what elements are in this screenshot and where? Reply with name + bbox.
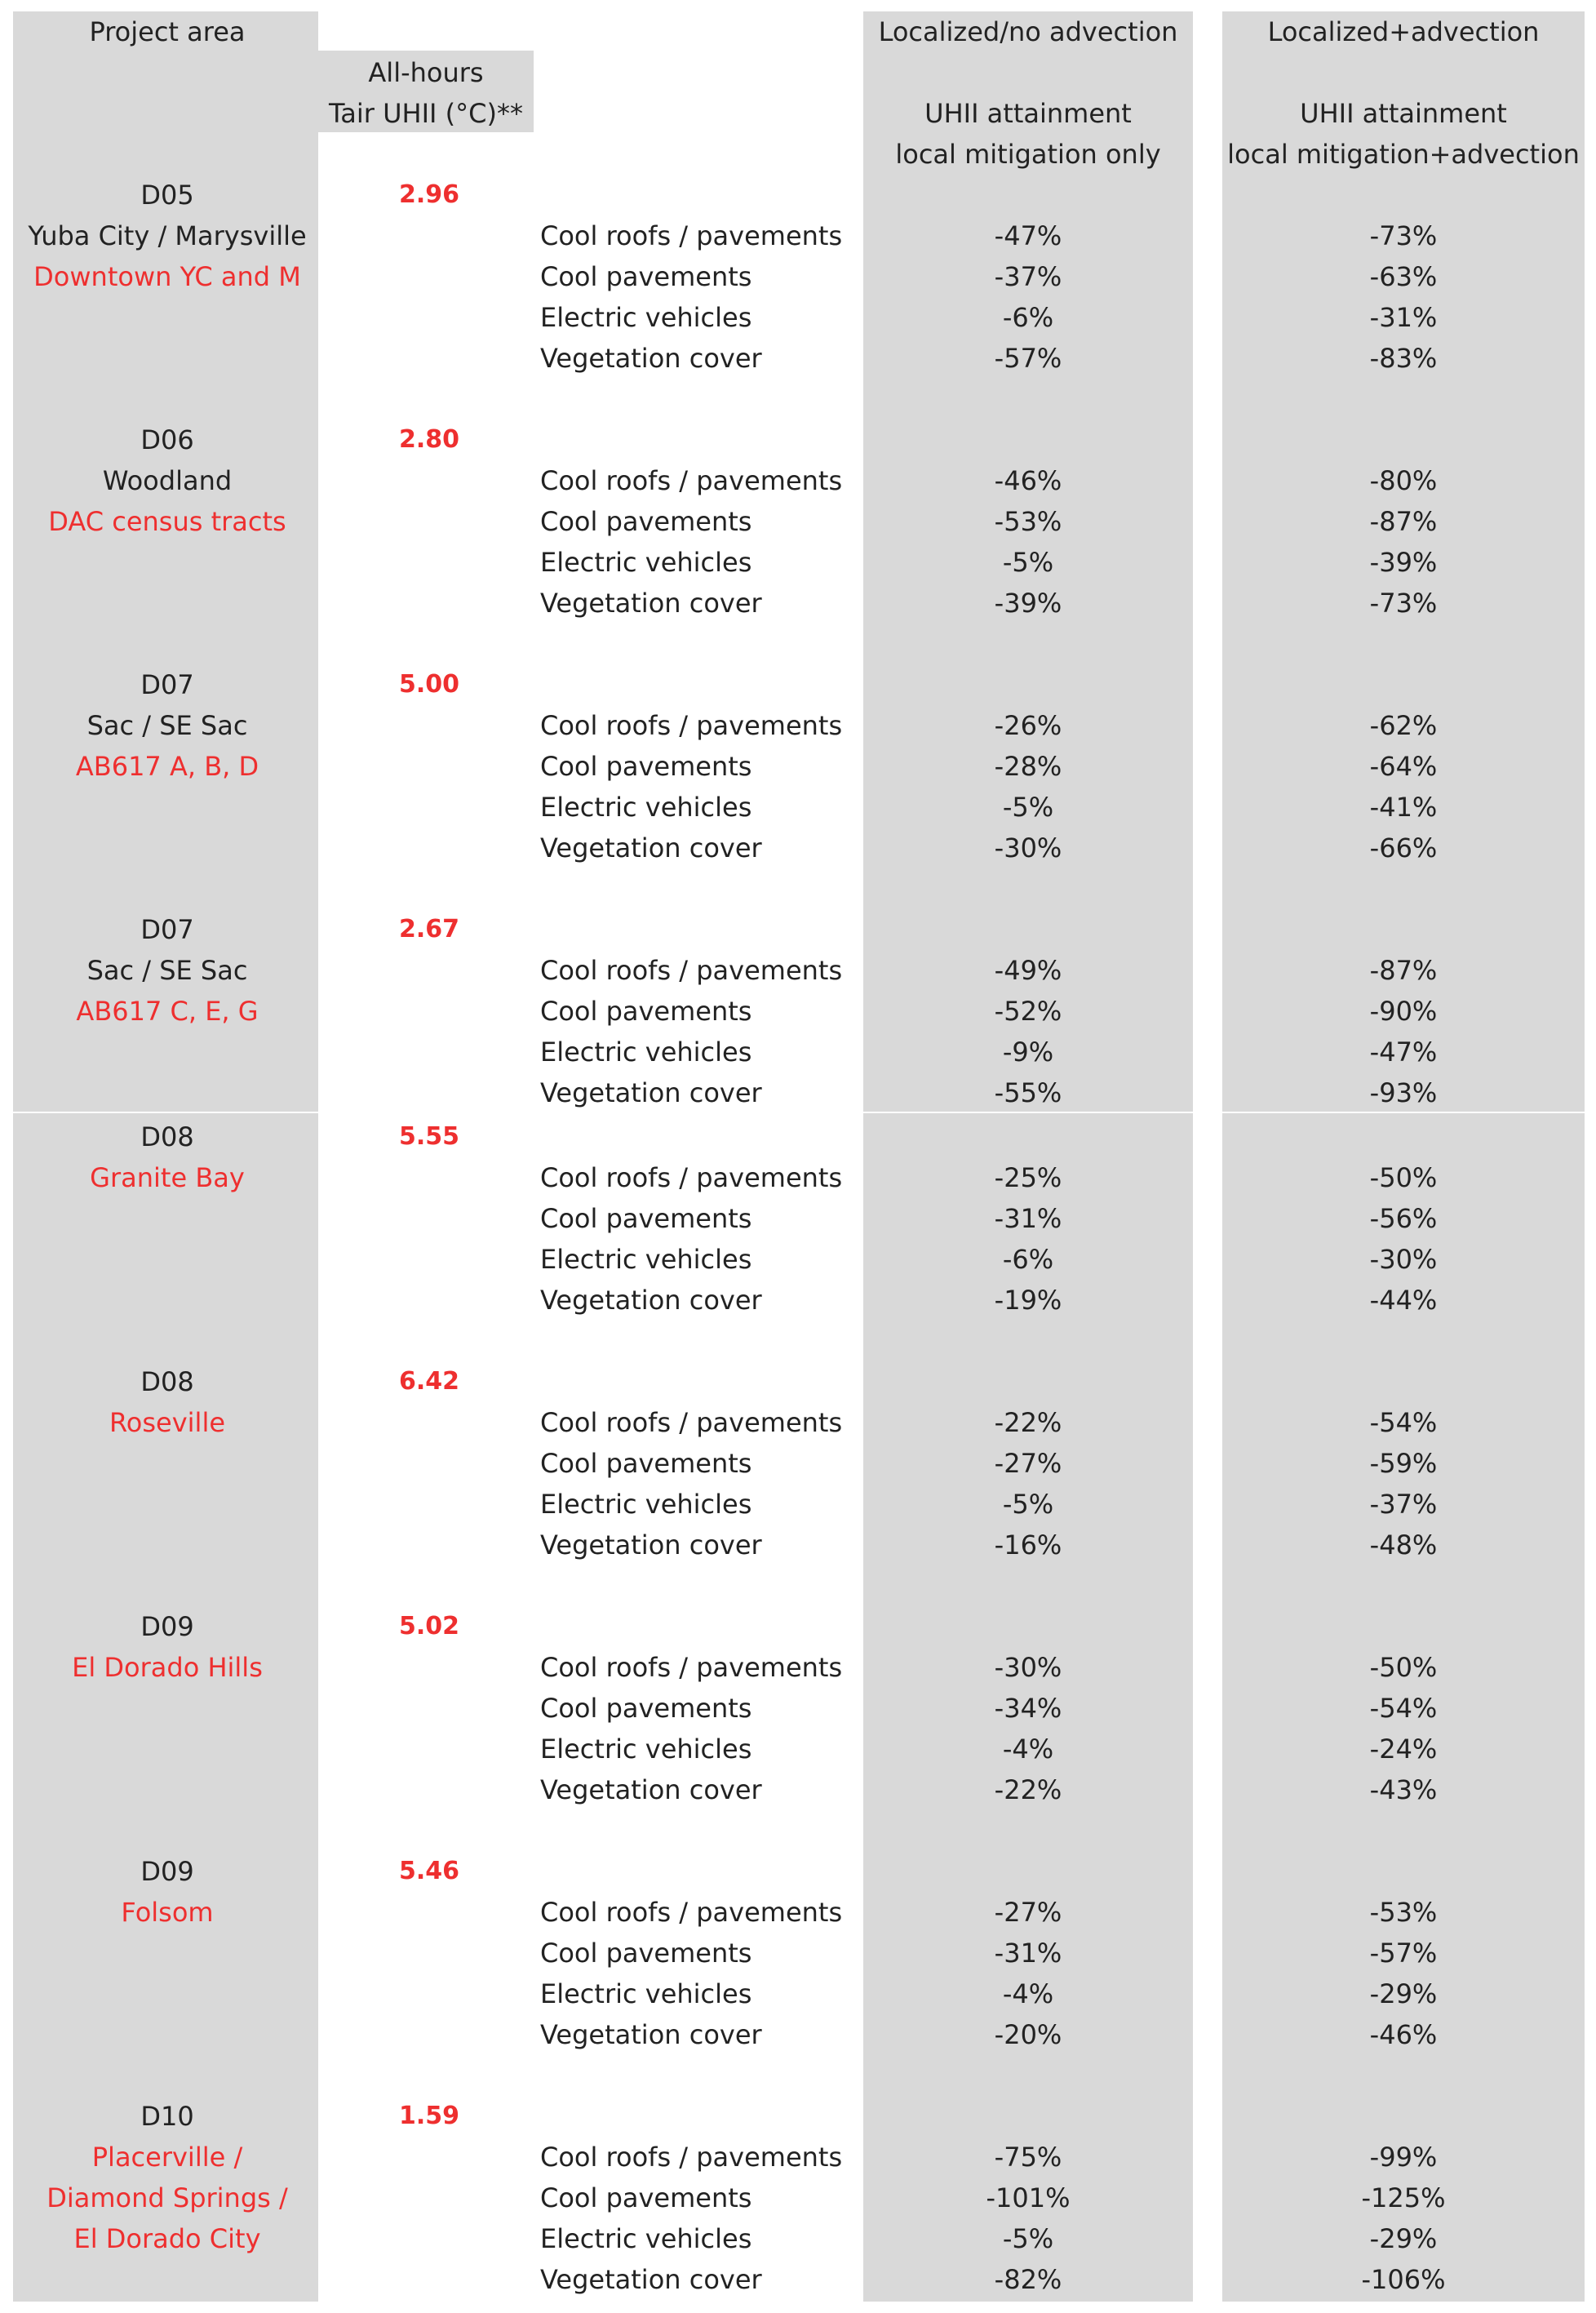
project-area-name: El Dorado City — [73, 2223, 261, 2254]
uhii-value: 2.96 — [398, 180, 460, 209]
project-area-name: Diamond Springs / — [47, 2182, 288, 2213]
local-mitigation-value: -5% — [1002, 547, 1054, 578]
measure-label: Cool roofs / pavements — [540, 1162, 843, 1193]
project-area-name: Woodland — [102, 465, 233, 496]
measure-label: Electric vehicles — [540, 1037, 752, 1068]
local-mitigation-value: -49% — [994, 955, 1062, 986]
local-mitigation-value: -57% — [994, 343, 1062, 374]
local-mitigation-value: -5% — [1002, 2223, 1054, 2254]
local-mitigation-value: -4% — [1002, 1978, 1054, 2009]
local-mitigation-value: -30% — [994, 1652, 1062, 1683]
advection-mitigation-value: -66% — [1369, 832, 1438, 863]
measure-label: Cool pavements — [540, 1448, 752, 1479]
project-area-name: Sac / SE Sac — [86, 710, 248, 741]
measure-label: Vegetation cover — [540, 2264, 762, 2295]
measure-label: Vegetation cover — [540, 343, 762, 374]
local-mitigation-value: -25% — [994, 1162, 1062, 1193]
advection-mitigation-value: -73% — [1369, 588, 1438, 619]
advection-mitigation-value: -64% — [1369, 751, 1438, 782]
measure-label: Electric vehicles — [540, 302, 752, 333]
advection-mitigation-value: -24% — [1369, 1734, 1438, 1765]
advection-mitigation-value: -50% — [1369, 1162, 1438, 1193]
measure-label: Cool pavements — [540, 1938, 752, 1969]
local-mitigation-value: -46% — [994, 465, 1062, 496]
local-mitigation-value: -101% — [986, 2182, 1071, 2213]
uhii-header-line2: Tair UHII (°C)** — [329, 98, 523, 129]
uhii-value: 5.55 — [398, 1122, 460, 1151]
measure-label: Vegetation cover — [540, 588, 762, 619]
measure-label: Cool roofs / pavements — [540, 1652, 843, 1683]
measure-label: Cool roofs / pavements — [540, 955, 843, 986]
local-header-title: Localized/no advection — [878, 16, 1178, 47]
uhii-value: 6.42 — [398, 1367, 460, 1396]
advection-mitigation-value: -83% — [1369, 343, 1438, 374]
block-gap — [318, 868, 328, 893]
advection-mitigation-value: -59% — [1369, 1448, 1438, 1479]
local-mitigation-value: -4% — [1002, 1734, 1054, 1765]
uhii-header-line1: All-hours — [368, 57, 484, 88]
project-area-name: AB617 C, E, G — [76, 996, 259, 1027]
advection-mitigation-value: -31% — [1369, 302, 1438, 333]
advection-mitigation-value: -46% — [1369, 2019, 1438, 2050]
measure-label: Cool pavements — [540, 751, 752, 782]
project-area-name: Downtown YC and M — [33, 261, 301, 292]
advection-mitigation-value: -30% — [1369, 1244, 1438, 1275]
project-area-header: Project area — [89, 16, 246, 47]
local-mitigation-value: -75% — [994, 2142, 1062, 2173]
uhii-value: 5.02 — [398, 1612, 460, 1640]
project-area-name: Folsom — [121, 1897, 214, 1928]
block-gap — [318, 624, 328, 648]
measure-label: Vegetation cover — [540, 2019, 762, 2050]
uhii-value: 5.00 — [398, 670, 460, 699]
district-code: D07 — [140, 914, 194, 945]
advection-mitigation-value: -63% — [1369, 261, 1438, 292]
advection-mitigation-value: -93% — [1369, 1077, 1438, 1108]
district-code: D06 — [140, 424, 194, 455]
measure-label: Cool roofs / pavements — [540, 465, 843, 496]
local-mitigation-value: -31% — [994, 1203, 1062, 1234]
uhii-value: 2.80 — [398, 425, 460, 454]
measure-label: Cool pavements — [540, 1693, 752, 1724]
advection-mitigation-value: -125% — [1361, 2182, 1446, 2213]
advection-mitigation-value: -29% — [1369, 1978, 1438, 2009]
uhii-value: 1.59 — [398, 2102, 460, 2130]
local-mitigation-value: -9% — [1002, 1037, 1054, 1068]
local-mitigation-value: -19% — [994, 1285, 1062, 1316]
advection-mitigation-value: -39% — [1369, 547, 1438, 578]
measure-label: Cool pavements — [540, 996, 752, 1027]
local-mitigation-value: -30% — [994, 832, 1062, 863]
advection-mitigation-value: -54% — [1369, 1407, 1438, 1438]
local-mitigation-value: -5% — [1002, 792, 1054, 823]
district-code: D08 — [140, 1366, 194, 1397]
local-mitigation-value: -22% — [994, 1774, 1062, 1805]
project-area-name: Sac / SE Sac — [86, 955, 248, 986]
project-area-name: Granite Bay — [90, 1162, 245, 1193]
local-mitigation-value: -39% — [994, 588, 1062, 619]
adv-header-line1: UHII attainment — [1300, 98, 1507, 129]
advection-mitigation-value: -80% — [1369, 465, 1438, 496]
measure-label: Cool pavements — [540, 1203, 752, 1234]
local-mitigation-value: -22% — [994, 1407, 1062, 1438]
uhii-value: 2.67 — [398, 915, 460, 943]
project-area-name: DAC census tracts — [48, 506, 286, 537]
advection-mitigation-value: -90% — [1369, 996, 1438, 1027]
measure-label: Cool roofs / pavements — [540, 1897, 843, 1928]
local-header-line1: UHII attainment — [924, 98, 1132, 129]
local-mitigation-value: -16% — [994, 1529, 1062, 1560]
advection-mitigation-value: -29% — [1369, 2223, 1438, 2254]
project-area-name: AB617 A, B, D — [75, 751, 259, 782]
local-mitigation-value: -34% — [994, 1693, 1062, 1724]
advection-mitigation-value: -41% — [1369, 792, 1438, 823]
advection-mitigation-value: -47% — [1369, 1037, 1438, 1068]
project-area-name: Yuba City / Marysville — [28, 220, 307, 251]
measure-label: Cool roofs / pavements — [540, 1407, 843, 1438]
uhii-value: 5.46 — [398, 1857, 460, 1885]
advection-mitigation-value: -43% — [1369, 1774, 1438, 1805]
measure-label: Cool roofs / pavements — [540, 2142, 843, 2173]
local-mitigation-value: -27% — [994, 1448, 1062, 1479]
advection-mitigation-value: -50% — [1369, 1652, 1438, 1683]
advection-mitigation-value: -54% — [1369, 1693, 1438, 1724]
measure-label: Vegetation cover — [540, 1285, 762, 1316]
measure-label: Cool roofs / pavements — [540, 220, 843, 251]
advection-mitigation-value: -87% — [1369, 506, 1438, 537]
measure-label: Cool pavements — [540, 2182, 752, 2213]
advection-mitigation-value: -99% — [1369, 2142, 1438, 2173]
advection-mitigation-value: -73% — [1369, 220, 1438, 251]
block-gap — [318, 379, 328, 403]
local-mitigation-value: -53% — [994, 506, 1062, 537]
measure-label: Vegetation cover — [540, 1774, 762, 1805]
measure-label: Electric vehicles — [540, 547, 752, 578]
advection-mitigation-value: -57% — [1369, 1938, 1438, 1969]
local-mitigation-value: -6% — [1002, 302, 1054, 333]
district-code: D10 — [140, 2101, 194, 2132]
adv-header-title: Localized+advection — [1267, 16, 1540, 47]
advection-mitigation-value: -44% — [1369, 1285, 1438, 1316]
local-mitigation-value: -20% — [994, 2019, 1062, 2050]
local-mitigation-value: -55% — [994, 1077, 1062, 1108]
measure-label: Electric vehicles — [540, 792, 752, 823]
measure-label: Electric vehicles — [540, 1244, 752, 1275]
project-area-name: El Dorado Hills — [72, 1652, 263, 1683]
local-mitigation-value: -26% — [994, 710, 1062, 741]
local-mitigation-value: -31% — [994, 1938, 1062, 1969]
advection-mitigation-value: -48% — [1369, 1529, 1438, 1560]
measure-label: Cool roofs / pavements — [540, 710, 843, 741]
district-code: D09 — [140, 1611, 194, 1642]
district-code: D07 — [140, 669, 194, 700]
advection-mitigation-value: -56% — [1369, 1203, 1438, 1234]
measure-label: Cool pavements — [540, 506, 752, 537]
local-mitigation-value: -82% — [994, 2264, 1062, 2295]
measure-label: Cool pavements — [540, 261, 752, 292]
advection-mitigation-value: -53% — [1369, 1897, 1438, 1928]
measure-label: Vegetation cover — [540, 1529, 762, 1560]
measure-label: Vegetation cover — [540, 832, 762, 863]
advection-mitigation-value: -106% — [1361, 2264, 1446, 2295]
advection-mitigation-value: -37% — [1369, 1489, 1438, 1520]
district-code: D05 — [140, 180, 194, 211]
local-mitigation-value: -28% — [994, 751, 1062, 782]
local-header-line2: local mitigation only — [895, 139, 1161, 170]
adv-header-line2: local mitigation+advection — [1227, 139, 1580, 170]
local-mitigation-value: -47% — [994, 220, 1062, 251]
local-mitigation-value: -37% — [994, 261, 1062, 292]
section-divider — [13, 1112, 1589, 1113]
measure-label: Electric vehicles — [540, 1978, 752, 2009]
local-mitigation-value: -5% — [1002, 1489, 1054, 1520]
project-area-name: Placerville / — [91, 2142, 243, 2173]
measure-label: Vegetation cover — [540, 1077, 762, 1108]
measure-label: Electric vehicles — [540, 1489, 752, 1520]
district-code: D08 — [140, 1121, 194, 1152]
measure-label: Electric vehicles — [540, 2223, 752, 2254]
advection-mitigation-value: -87% — [1369, 955, 1438, 986]
measure-label: Electric vehicles — [540, 1734, 752, 1765]
local-mitigation-value: -27% — [994, 1897, 1062, 1928]
district-code: D09 — [140, 1856, 194, 1887]
local-mitigation-value: -6% — [1002, 1244, 1054, 1275]
advection-mitigation-value: -62% — [1369, 710, 1438, 741]
local-mitigation-value: -52% — [994, 996, 1062, 1027]
project-area-name: Roseville — [109, 1407, 226, 1438]
